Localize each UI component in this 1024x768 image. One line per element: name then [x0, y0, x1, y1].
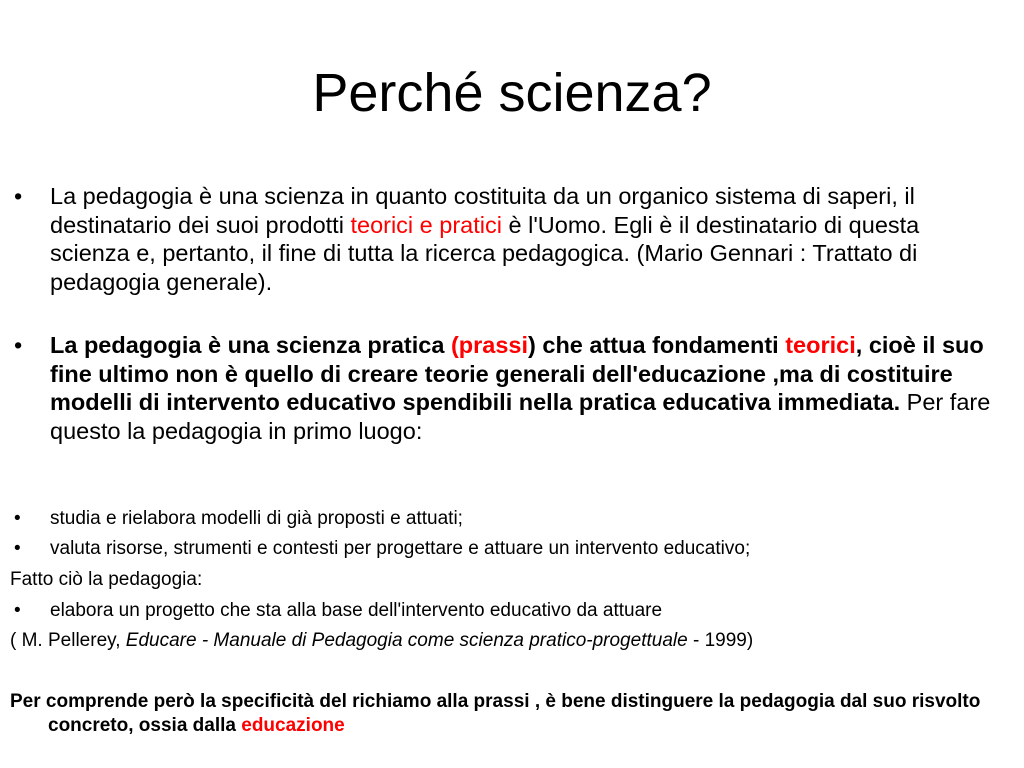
citation-year: - 1999) — [687, 630, 754, 651]
list-item-studia-text: studia e rielabora modelli di già proposti e attuati; — [50, 508, 463, 529]
fatto-cio-line: Fatto ciò la pedagogia: — [10, 569, 203, 590]
bullet-dot: • — [14, 600, 21, 621]
p1-highlight: teorici e pratici — [350, 211, 502, 238]
bullet-dot: • — [14, 538, 21, 559]
p2-highlight-teorici: teorici — [785, 332, 856, 358]
final-statement — [10, 690, 1024, 738]
citation-author: ( M. Pellerey, — [10, 630, 126, 651]
p1-text-a: La pedagogia è una scienza in quanto costituita da un organico sistema di saperi, il destinatario dei suoi prodotti — [50, 183, 915, 238]
citation — [10, 629, 1010, 653]
list-item-valuta-text: valuta risorse, strumenti e contesti per progettare e attuare un intervento educativo; — [50, 538, 751, 559]
p2-highlight-prassi: (prassi — [450, 332, 529, 358]
list-item-elabora-text: elabora un progetto che sta alla base dell'intervento educativo da attuare — [50, 600, 663, 621]
final-text: Per comprende però la specificità del richiamo alla prassi , è bene distinguere la pedagogia dal suo risvolto concreto, ossia dalla — [10, 691, 981, 736]
bullet-dot: • — [14, 508, 21, 529]
list-item-studia — [14, 507, 1004, 531]
paragraph-1 — [14, 182, 1004, 296]
paragraph-2-text — [50, 331, 1004, 445]
p2-text-c: ) che attua fondamenti — [528, 332, 786, 358]
bullet-dot: • — [14, 332, 23, 358]
bullet-dot: • — [14, 183, 23, 209]
paragraph-2 — [14, 331, 1004, 445]
list-item-valuta — [14, 537, 1004, 561]
p2-text-a: La pedagogia è una scienza pratica — [50, 332, 451, 358]
slide-title: Perché scienza? — [312, 63, 712, 123]
citation-book-title: Educare - Manuale di Pedagogia come scienza pratico-progettuale — [125, 630, 688, 651]
final-highlight-educazione: educazione — [241, 715, 345, 736]
p1-text-c: è l'Uomo. Egli è il destinatario di questa scienza e, pertanto, il fine di tutta la ricerca pedagogica. (Mario Gennari : Trattato di pedagogia generale). — [50, 211, 920, 295]
list-item-elabora — [14, 599, 1004, 623]
p2-text-e: , cioè il suo fine ultimo non è quello di creare teorie generali dell'educazione ,ma di costituire modelli di intervento educativo spendibili nella pratica educativa immediata. — [50, 332, 984, 415]
p2-text-f: Per fare questo la pedagogia in primo luogo: — [50, 389, 991, 444]
paragraph-1-text — [50, 182, 1004, 296]
